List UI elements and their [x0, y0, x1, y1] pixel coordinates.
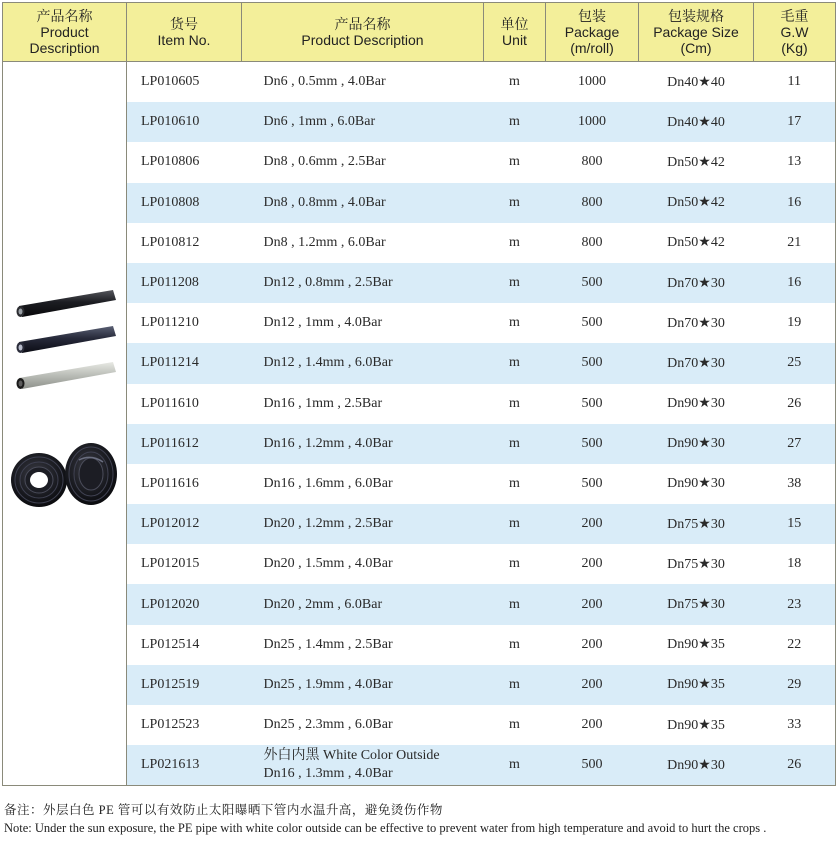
unit-cell: m: [484, 504, 546, 544]
header-cn: 单位: [500, 16, 529, 32]
header-en-2: (Kg): [781, 40, 808, 56]
package-size-cell: Dn75★30: [667, 556, 725, 572]
header-en: Product Description: [301, 32, 424, 48]
item-no-cell: LP021613: [127, 745, 242, 786]
description-cell: Dn8 , 1.2mm , 6.0Bar: [263, 234, 386, 250]
header-en-2: Description: [29, 40, 100, 56]
description-cell: Dn20 , 2mm , 6.0Bar: [242, 584, 484, 624]
description-line-1: 外白内黑 White Color Outside: [263, 748, 440, 764]
header-cn: 包装: [578, 8, 606, 24]
table-row: [3, 142, 836, 182]
header-en-2: (Cm): [680, 40, 712, 56]
description-cell: Dn6 , 1mm , 6.0Bar: [242, 102, 484, 142]
package-cell: 200: [581, 556, 603, 572]
table-row: [3, 223, 836, 263]
coil-left: [11, 453, 67, 507]
table-row: [3, 183, 836, 223]
gross-weight-cell: 33: [754, 705, 836, 745]
header-en: Package Size: [653, 24, 739, 40]
package-size-cell: Dn90★35: [667, 717, 725, 733]
table-row: [3, 705, 836, 745]
unit-cell: m: [484, 745, 546, 786]
unit-cell: m: [484, 102, 546, 142]
table-row: [3, 584, 836, 624]
package-size-cell: Dn70★30: [639, 263, 754, 303]
description-cell: Dn6 , 0.5mm , 4.0Bar: [263, 74, 386, 90]
header-en: Product: [40, 24, 89, 40]
description-cell: Dn16 , 1.6mm , 6.0Bar: [263, 475, 393, 491]
item-no-cell: LP012015: [141, 556, 200, 572]
table-row: [3, 263, 836, 303]
package-cell: 500: [581, 315, 603, 331]
gross-weight-cell: 15: [754, 504, 836, 544]
table-row: [3, 424, 836, 464]
gross-weight-cell: 26: [754, 384, 836, 424]
gross-weight-cell: 19: [754, 303, 836, 343]
unit-cell: m: [509, 395, 520, 411]
description-cell: Dn25 , 2.3mm , 6.0Bar: [263, 717, 393, 733]
package-size-cell: Dn40★40: [667, 74, 725, 90]
package-cell: 800: [581, 234, 603, 250]
item-no-cell: LP010812: [141, 234, 200, 250]
unit-cell: m: [509, 556, 520, 572]
unit-cell: m: [484, 263, 546, 303]
package-size-cell: Dn50★42: [667, 154, 725, 170]
package-size-cell: Dn75★30: [639, 504, 754, 544]
package-cell: 200: [581, 636, 603, 652]
gross-weight-cell: 29: [754, 665, 836, 705]
package-cell: 200: [546, 665, 639, 705]
unit-cell: m: [484, 665, 546, 705]
product-table: [2, 2, 836, 786]
item-no-cell: LP012514: [141, 636, 200, 652]
pipe-white: [17, 362, 117, 389]
package-size-cell: Dn75★30: [639, 584, 754, 624]
description-cell: Dn16 , 1mm , 2.5Bar: [263, 395, 383, 411]
header-package: [546, 3, 639, 62]
header-en: Package: [564, 24, 620, 40]
header-cn: 产品名称: [334, 16, 391, 32]
gross-weight-cell: 21: [754, 223, 836, 263]
unit-cell: m: [484, 584, 546, 624]
gross-weight-cell: 26: [754, 745, 836, 786]
item-no-cell: LP011610: [141, 395, 199, 411]
package-cell: 500: [581, 395, 603, 411]
unit-cell: m: [509, 154, 520, 170]
description-cell: Dn8 , 0.8mm , 4.0Bar: [242, 183, 484, 223]
package-cell: 500: [546, 424, 639, 464]
unit-cell: m: [484, 183, 546, 223]
footnote: [4, 801, 834, 837]
package-cell: 1000: [578, 74, 606, 90]
header-package-size: [639, 3, 754, 62]
unit-cell: m: [509, 315, 520, 331]
table-row: [3, 464, 836, 504]
package-size-cell: Dn70★30: [667, 315, 725, 331]
unit-cell: m: [484, 424, 546, 464]
unit-cell: m: [509, 234, 520, 250]
gross-weight-cell: 25: [754, 343, 836, 383]
package-cell: 500: [581, 475, 603, 491]
pipe-sticks-illustration: [9, 280, 121, 396]
footnote-cn: 备注：外层白色 PE 管可以有效防止太阳曝晒下管内水温升高，避免烫伤作物: [4, 803, 443, 817]
description-cell: Dn25 , 1.4mm , 2.5Bar: [263, 636, 393, 652]
item-no-cell: LP011616: [141, 475, 199, 491]
description-cell: Dn12 , 1.4mm , 6.0Bar: [242, 343, 484, 383]
table-row: [3, 303, 836, 343]
item-no-cell: LP011214: [127, 343, 242, 383]
description-cell: Dn20 , 1.2mm , 2.5Bar: [242, 504, 484, 544]
spec-sheet: [2, 2, 835, 786]
package-size-cell: Dn50★42: [639, 183, 754, 223]
gross-weight-cell: 13: [754, 142, 836, 182]
package-size-cell: Dn50★42: [667, 235, 725, 251]
header-en: G.W: [780, 24, 809, 40]
package-cell: 500: [546, 263, 639, 303]
gross-weight-cell: 22: [754, 625, 836, 665]
gross-weight-cell: 23: [754, 584, 836, 624]
gross-weight-cell: 17: [754, 102, 836, 142]
header-description: [242, 3, 484, 62]
description-line-2: Dn16 , 1.3mm , 4.0Bar: [263, 766, 393, 782]
item-no-cell: LP012523: [141, 717, 200, 733]
gross-weight-cell: 18: [754, 544, 836, 584]
table-row: [3, 544, 836, 584]
package-cell: 1000: [546, 102, 639, 142]
description-cell: Dn12 , 0.8mm , 2.5Bar: [242, 263, 484, 303]
table-row: [3, 384, 836, 424]
package-cell: 500: [546, 343, 639, 383]
pipe-dark-blue: [17, 326, 117, 353]
package-cell: 800: [546, 183, 639, 223]
description-cell: Dn20 , 1.5mm , 4.0Bar: [263, 556, 393, 572]
description-cell: Dn16 , 1.2mm , 4.0Bar: [242, 424, 484, 464]
header-product-image-col: [3, 3, 127, 62]
item-no-cell: LP011208: [127, 263, 242, 303]
header-gross-weight: [754, 3, 836, 62]
pipe-coils-illustration: [9, 440, 121, 516]
gross-weight-cell: 11: [754, 62, 836, 103]
header-cn: 包装规格: [668, 8, 724, 24]
table-row: [3, 62, 836, 103]
table-row: [3, 745, 836, 786]
table-row: [3, 665, 836, 705]
header-cn: 产品名称: [36, 8, 93, 24]
package-size-cell: Dn90★30: [639, 424, 754, 464]
description-cell: Dn12 , 1mm , 4.0Bar: [263, 315, 383, 331]
package-size-cell: Dn40★40: [639, 102, 754, 142]
item-no-cell: LP012012: [127, 504, 242, 544]
package-size-cell: Dn90★30: [639, 745, 754, 786]
unit-cell: m: [509, 475, 520, 491]
item-no-cell: LP012519: [127, 665, 242, 705]
unit-cell: m: [509, 74, 520, 90]
coil-right: [65, 443, 117, 505]
description-cell: Dn25 , 1.9mm , 4.0Bar: [242, 665, 484, 705]
package-size-cell: Dn90★35: [667, 637, 725, 653]
package-cell: 200: [546, 584, 639, 624]
header-item-no: [127, 3, 242, 62]
table-row: [3, 625, 836, 665]
package-cell: 200: [546, 504, 639, 544]
item-no-cell: LP011210: [141, 315, 199, 331]
gross-weight-cell: 27: [754, 424, 836, 464]
item-no-cell: LP011612: [127, 424, 242, 464]
unit-cell: m: [484, 343, 546, 383]
package-cell: 500: [546, 745, 639, 786]
unit-cell: m: [509, 717, 520, 733]
gross-weight-cell: 16: [754, 263, 836, 303]
description-cell: [242, 745, 484, 786]
package-size-cell: Dn70★30: [639, 343, 754, 383]
unit-cell: m: [509, 636, 520, 652]
table-row: [3, 102, 836, 142]
description-cell: Dn8 , 0.6mm , 2.5Bar: [263, 154, 386, 170]
header-cn: 毛重: [780, 8, 809, 24]
pipe-black: [17, 290, 117, 317]
gross-weight-cell: 38: [754, 464, 836, 504]
header-en-2: (m/roll): [570, 40, 614, 56]
header-unit: [484, 3, 546, 62]
item-no-cell: LP010808: [127, 183, 242, 223]
item-no-cell: LP010806: [141, 154, 200, 170]
product-image-cell: [3, 62, 127, 786]
table-row: [3, 504, 836, 544]
package-size-cell: Dn90★30: [667, 396, 725, 412]
header-cn: 货号: [170, 16, 198, 32]
package-size-cell: Dn90★30: [667, 476, 725, 492]
package-cell: 200: [581, 717, 603, 733]
item-no-cell: LP010605: [141, 74, 200, 90]
footnote-en: Note: Under the sun exposure, the PE pipe with white color outside can be effective to prevent water from high temperature and avoid to hurt the crops .: [4, 821, 767, 835]
package-size-cell: Dn90★35: [639, 665, 754, 705]
header-en: Unit: [502, 32, 527, 48]
item-no-cell: LP010610: [127, 102, 242, 142]
header-en: Item No.: [157, 32, 211, 48]
header-row: [3, 3, 836, 62]
item-no-cell: LP012020: [127, 584, 242, 624]
package-cell: 800: [581, 154, 603, 170]
table-row: [3, 343, 836, 383]
gross-weight-cell: 16: [754, 183, 836, 223]
